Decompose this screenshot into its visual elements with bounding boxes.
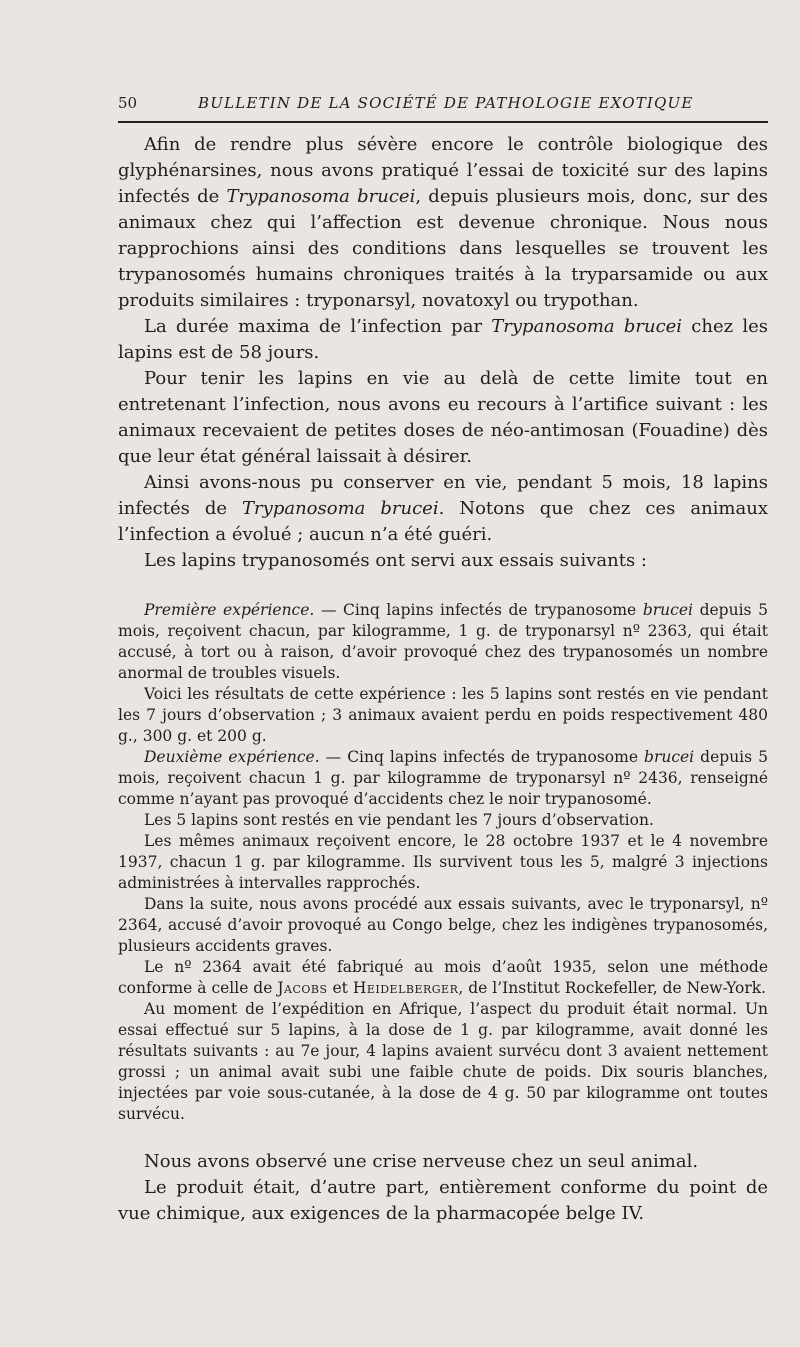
paragraph-intro-3: Pour tenir les lapins en vie au delà de cette limite tout en entretenant l’infection, nous avons eu recours à l’artifice suivant : les animaux recevaient de petites doses de néo-antimosan (Fouadine) dès que leur état général laissait à désirer. — [118, 368, 768, 467]
page-header — [118, 94, 768, 124]
paragraph-batch-2364: Dans la suite, nous avons procédé aux essais suivants, avec le tryponarsyl, nº 2364, accusé d’avoir provoqué au Congo belge, chez les indigènes trypanosomés, plusieurs accidents graves. — [118, 895, 768, 955]
paragraph-repeat-injections: Les mêmes animaux reçoivent encore, le 28 octobre 1937 et le 4 novembre 1937, chacun 1 g. par kilogramme. Ils survivent tous les 5, malgré 3 injections administrées à intervalles rapprochés. — [118, 832, 768, 892]
page-number: 50 — [118, 94, 138, 112]
paragraph-intro-1: Afin de rendre plus sévère encore le contrôle biologique des glyphénarsines, nous avons pratiqué l’essai de toxicité sur des lapins infectés de Trypanosoma brucei, depuis plusieurs mois, donc, sur des animaux chez qui l’affection est devenue chronique. Nous nous rapprochions ainsi des conditions dans lesquelles se trouvent les trypanosomés humains chroniques traités à la tryparsamide ou aux produits similaires : tryponarsyl, novatoxyl ou trypothan. — [118, 134, 768, 311]
article-body — [118, 132, 768, 1227]
paragraph-experiment-2-results: Les 5 lapins sont restés en vie pendant les 7 jours d’observation. — [144, 811, 654, 829]
paragraph-closing-1: Nous avons observé une crise nerveuse chez un seul animal. — [144, 1151, 699, 1172]
paragraph-intro-2: La durée maxima de l’infection par Trypanosoma brucei chez les lapins est de 58 jours. — [118, 316, 768, 363]
running-title: BULLETIN DE LA SOCIÉTÉ DE PATHOLOGIE EXOTIQUE — [198, 94, 694, 112]
paragraph-closing-2: Le produit était, d’autre part, entièrement conforme du point de vue chimique, aux exigences de la pharmacopée belge IV. — [118, 1177, 768, 1224]
paragraph-experiment-2: Deuxième expérience. — Cinq lapins infectés de trypanosome brucei depuis 5 mois, reçoivent chacun 1 g. par kilogramme de tryponarsyl nº 2436, renseigné comme n’ayant pas provoqué d’accidents chez le noir trypanosomé. — [118, 748, 768, 808]
closing-section — [118, 1149, 768, 1227]
paragraph-batch-2364-method: Le nº 2364 avait été fabriqué au mois d’août 1935, selon une méthode conforme à celle de Jacobs et Heidelberger, de l’Institut Rockefeller, de New-York. — [118, 958, 768, 997]
paragraph-experiment-1: Première expérience. — Cinq lapins infectés de trypanosome brucei depuis 5 mois, reçoivent chacun, par kilogramme, 1 g. de tryponarsyl nº 2363, qui était accusé, à tort ou à raison, d’avoir provoqué chez des trypanosomés un nombre anormal de troubles visuels. — [118, 601, 768, 682]
paragraph-experiment-1-results: Voici les résultats de cette expérience : les 5 lapins sont restés en vie pendant les 7 jours d’observation ; 3 animaux avaient perdu en poids respectivement 480 g., 300 g. et 200 g. — [118, 685, 768, 745]
paragraph-intro-5: Les lapins trypanosomés ont servi aux essais suivants : — [144, 550, 647, 571]
header-rule — [118, 121, 768, 123]
paragraph-batch-2364-shipment: Au moment de l’expédition en Afrique, l’aspect du produit était normal. Un essai effectué sur 5 lapins, à la dose de 1 g. par kilogramme, avait donné les résultats suivants : au 7e jour, 4 lapins avaient survécu dont 3 avaient nettement grossi ; un animal avait subi une faible chute de poids. Dix souris blanches, injectées par voie sous-cutanée, à la dose de 4 g. 50 par kilogramme ont toutes survécu. — [118, 1000, 768, 1123]
experiments-section — [118, 600, 768, 1125]
paragraph-intro-4: Ainsi avons-nous pu conserver en vie, pendant 5 mois, 18 lapins infectés de Trypanosoma brucei. Notons que chez ces animaux l’infection a évolué ; aucun n’a été guéri. — [118, 472, 768, 545]
